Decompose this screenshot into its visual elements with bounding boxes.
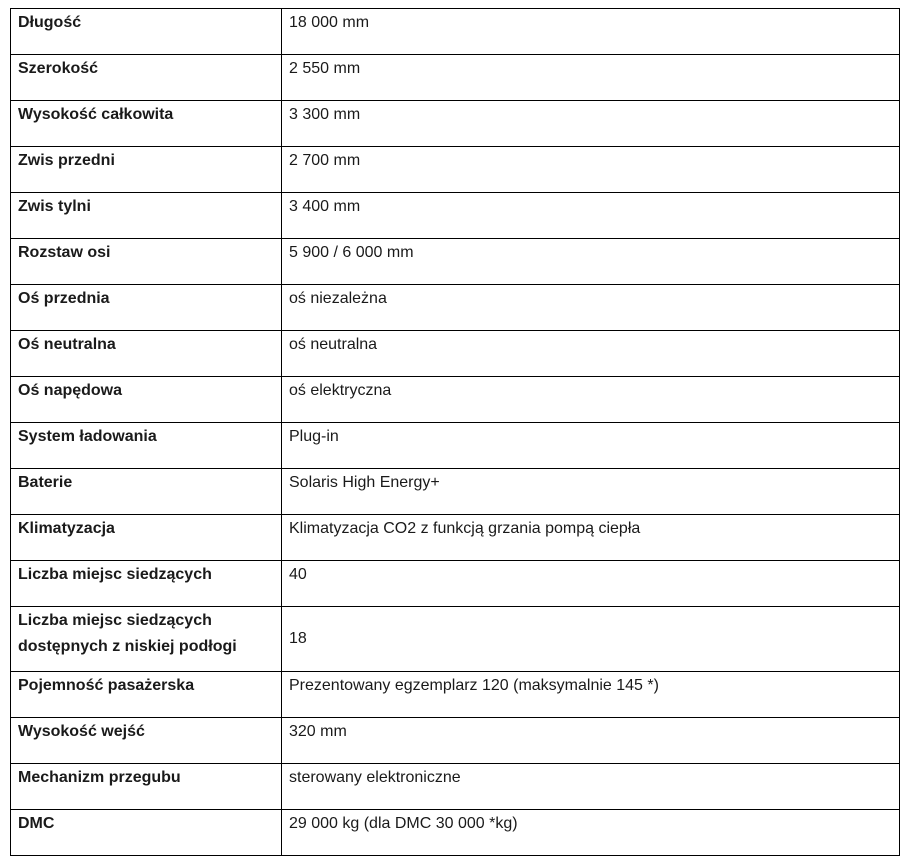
row-label: Oś przednia (11, 285, 282, 331)
row-value: oś niezależna (282, 285, 900, 331)
table-row (11, 239, 900, 285)
table-row (11, 561, 900, 607)
table-row (11, 607, 900, 672)
row-label: Klimatyzacja (11, 515, 282, 561)
row-value: sterowany elektroniczne (282, 764, 900, 810)
table-row (11, 718, 900, 764)
table-row (11, 285, 900, 331)
row-value: 320 mm (282, 718, 900, 764)
row-value: 29 000 kg (dla DMC 30 000 *kg) (282, 810, 900, 856)
row-value: Prezentowany egzemplarz 120 (maksymalnie 145 *) (282, 672, 900, 718)
row-value: Plug-in (282, 423, 900, 469)
table-row (11, 147, 900, 193)
row-label: Oś napędowa (11, 377, 282, 423)
row-label: Zwis przedni (11, 147, 282, 193)
table-row (11, 764, 900, 810)
row-label: System ładowania (11, 423, 282, 469)
table-row (11, 55, 900, 101)
row-label: Liczba miejsc siedzących dostępnych z niskiej podłogi (11, 607, 282, 672)
row-value: Klimatyzacja CO2 z funkcją grzania pompą ciepła (282, 515, 900, 561)
row-value: 18 000 mm (282, 9, 900, 55)
row-value: oś neutralna (282, 331, 900, 377)
spec-table (10, 8, 900, 856)
table-row (11, 101, 900, 147)
row-label: Długość (11, 9, 282, 55)
table-row (11, 469, 900, 515)
row-label: Wysokość wejść (11, 718, 282, 764)
row-label: Mechanizm przegubu (11, 764, 282, 810)
row-value: oś elektryczna (282, 377, 900, 423)
row-value: 18 (282, 607, 900, 672)
row-label: DMC (11, 810, 282, 856)
row-label: Szerokość (11, 55, 282, 101)
row-value: 2 700 mm (282, 147, 900, 193)
table-row (11, 9, 900, 55)
row-value: 3 400 mm (282, 193, 900, 239)
row-label: Pojemność pasażerska (11, 672, 282, 718)
table-row (11, 331, 900, 377)
table-row (11, 672, 900, 718)
table-row (11, 193, 900, 239)
row-label: Rozstaw osi (11, 239, 282, 285)
row-label: Wysokość całkowita (11, 101, 282, 147)
row-value: 40 (282, 561, 900, 607)
table-row (11, 377, 900, 423)
row-value: Solaris High Energy+ (282, 469, 900, 515)
row-label: Liczba miejsc siedzących (11, 561, 282, 607)
row-value: 3 300 mm (282, 101, 900, 147)
table-row (11, 423, 900, 469)
row-value: 5 900 / 6 000 mm (282, 239, 900, 285)
table-row (11, 810, 900, 856)
row-label: Zwis tylni (11, 193, 282, 239)
row-value: 2 550 mm (282, 55, 900, 101)
row-label: Baterie (11, 469, 282, 515)
table-row (11, 515, 900, 561)
row-label: Oś neutralna (11, 331, 282, 377)
